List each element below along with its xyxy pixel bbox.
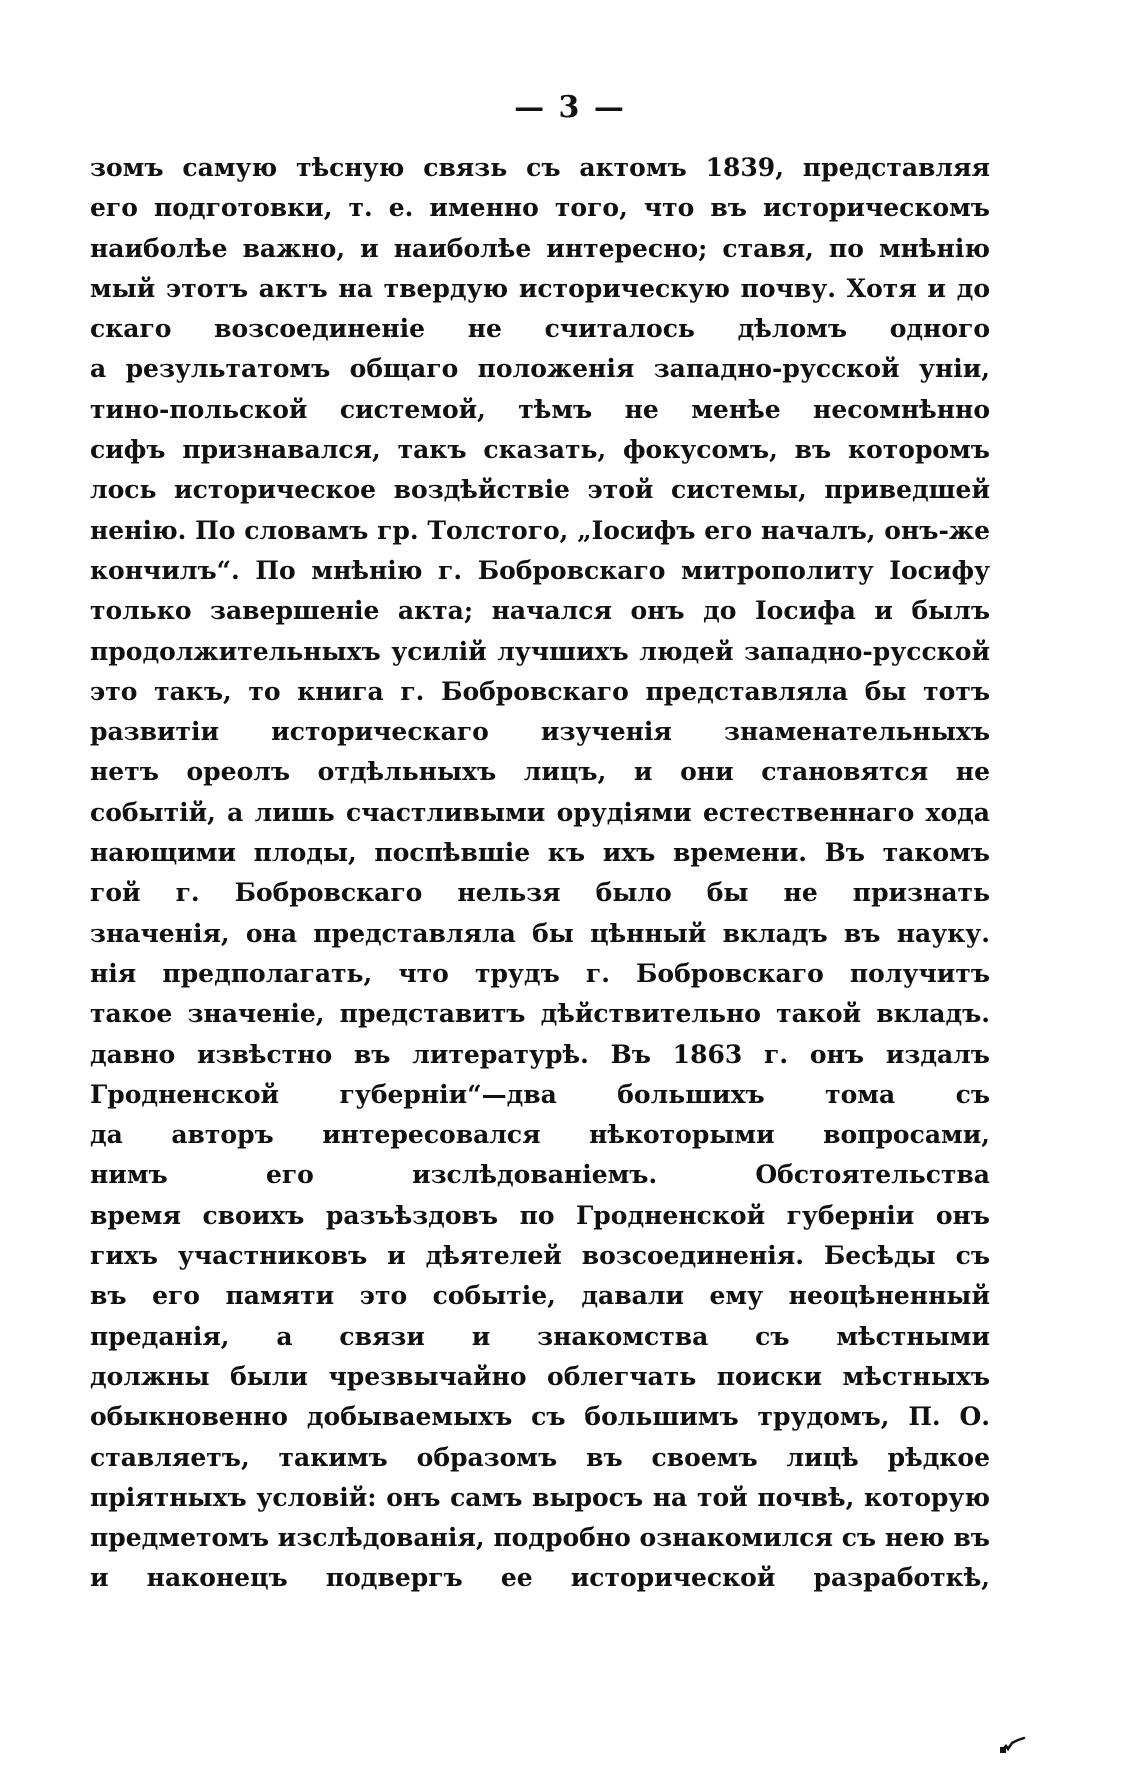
text-line: время своихъ разъѣздовъ по Гродненской губерніи онъ (90, 1200, 990, 1230)
text-line: и наконецъ подвергъ ее исторической разработкѣ, (90, 1563, 990, 1593)
text-line: тино-польской системой, тѣмъ не менѣе несомнѣнно (90, 394, 990, 424)
text-line: наиболѣе важно, и наиболѣе интересно; ставя, по мнѣнію (90, 233, 990, 263)
text-line: Гродненской губерніи“—два большихъ тома съ (90, 1079, 990, 1109)
signature-mark-icon (1000, 1735, 1026, 1753)
text-line: развитіи историческаго изученія знаменательныхъ (90, 717, 990, 747)
text-line: нимъ его изслѣдованіемъ. Обстоятельства (90, 1160, 990, 1190)
body-text (90, 148, 990, 1599)
text-line: лось историческое воздѣйствіе этой системы, приведшей (90, 475, 990, 505)
text-line: мый этотъ актъ на твердую историческую почву. Хотя и до (90, 273, 990, 303)
text-line: событій, а лишь счастливыми орудіями естественнаго хода (90, 797, 990, 827)
text-line: нія предполагать, что трудъ г. Бобровскаго получитъ (90, 958, 990, 988)
text-line: значенія, она представляла бы цѣнный вкладъ въ науку. (90, 918, 990, 948)
text-line: зомъ самую тѣсную связь съ актомъ 1839, представляя (90, 153, 990, 182)
text-line: это такъ, то книга г. Бобровскаго представляла бы тотъ (90, 676, 990, 706)
text-line: нетъ ореолъ отдѣльныхъ лицъ, и они становятся не (90, 757, 990, 787)
text-line: только завершеніе акта; начался онъ до Іосифа и былъ (90, 596, 990, 626)
text-line: обыкновенно добываемыхъ съ большимъ трудомъ, П. О. (90, 1402, 990, 1432)
text-line: скаго возсоединеніе не считалось дѣломъ одного (90, 314, 990, 344)
page-number: — 3 — (514, 90, 626, 125)
text-line: а результатомъ общаго положенія западно-русской уніи, (90, 354, 990, 384)
text-line: его подготовки, т. е. именно того, что въ историческомъ (90, 193, 990, 223)
text-line: гихъ участниковъ и дѣятелей возсоединенія. Бесѣды съ (90, 1241, 990, 1271)
text-line: кончилъ“. По мнѣнію г. Бобровскаго митрополиту Іосифу (90, 555, 990, 585)
text-line: сифъ признавался, такъ сказать, фокусомъ, въ которомъ (90, 435, 990, 465)
text-line: продолжительныхъ усилій лучшихъ людей западно-русской (90, 636, 990, 666)
text-line: должны были чрезвычайно облегчать поиски мѣстныхъ (90, 1361, 990, 1391)
text-line: пріятныхъ условій: онъ самъ выросъ на той почвѣ, которую (90, 1482, 990, 1512)
text-line: преданія, а связи и знакомства съ мѣстными (90, 1321, 990, 1351)
text-line: давно извѣстно въ литературѣ. Въ 1863 г. онъ издалъ (90, 1039, 990, 1069)
text-line: нающими плоды, поспѣвшіе къ ихъ времени. Въ такомъ (90, 838, 990, 868)
text-line: предметомъ изслѣдованія, подробно ознакомился съ нею въ (90, 1523, 990, 1553)
text-line: гой г. Бобровскаго нельзя было бы не признать (90, 878, 990, 908)
text-line: ненію. По словамъ гр. Толстого, „Іосифъ его началъ, онъ-же (90, 515, 990, 545)
text-line: да авторъ интересовался нѣкоторыми вопросами, (90, 1120, 990, 1150)
text-line: ставляетъ, такимъ образомъ въ своемъ лицѣ рѣдкое (90, 1442, 990, 1472)
text-line: такое значеніе, представитъ дѣйствительно такой вкладъ. (90, 999, 990, 1029)
text-line: въ его памяти это событіе, давали ему неоцѣненный (90, 1281, 990, 1311)
